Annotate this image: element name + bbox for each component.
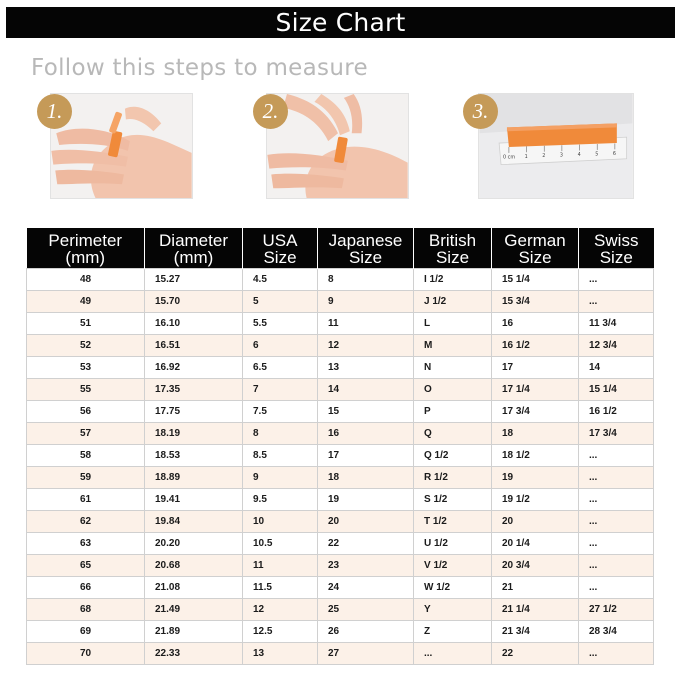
cell-perimeter: 69	[27, 621, 145, 643]
cell-usa-size: 8	[243, 423, 318, 445]
cell-diameter: 18.53	[145, 445, 243, 467]
cell-japanese-size: 14	[318, 379, 414, 401]
cell-japanese-size: 15	[318, 401, 414, 423]
cell-perimeter: 56	[27, 401, 145, 423]
ruler-illustration	[479, 94, 633, 198]
cell-british-size: P	[414, 401, 492, 423]
cell-diameter: 17.75	[145, 401, 243, 423]
page-title: Size Chart	[275, 8, 406, 37]
cell-usa-size: 12.5	[243, 621, 318, 643]
ruler-tick-label: 3	[559, 152, 564, 159]
table-row	[27, 291, 654, 313]
cell-perimeter: 58	[27, 445, 145, 467]
cell-japanese-size: 27	[318, 643, 414, 665]
cell-swiss-size: 27 1/2	[579, 599, 654, 621]
cell-diameter: 16.92	[145, 357, 243, 379]
cell-diameter: 20.68	[145, 555, 243, 577]
cell-diameter: 18.89	[145, 467, 243, 489]
cell-japanese-size: 16	[318, 423, 414, 445]
cell-diameter: 15.27	[145, 269, 243, 291]
cell-german-size: 16 1/2	[492, 335, 579, 357]
cell-perimeter: 51	[27, 313, 145, 335]
cell-japanese-size: 13	[318, 357, 414, 379]
cell-usa-size: 5	[243, 291, 318, 313]
table-row	[27, 423, 654, 445]
cell-british-size: N	[414, 357, 492, 379]
header-usa-size: USA Size	[243, 228, 318, 269]
cell-usa-size: 6	[243, 335, 318, 357]
cell-british-size: Q 1/2	[414, 445, 492, 467]
title-bar	[6, 7, 675, 38]
cell-usa-size: 9	[243, 467, 318, 489]
cell-german-size: 15 3/4	[492, 291, 579, 313]
cell-german-size: 16	[492, 313, 579, 335]
header-british-size: British Size	[414, 228, 492, 269]
cell-perimeter: 70	[27, 643, 145, 665]
cell-british-size: ...	[414, 643, 492, 665]
cell-british-size: Y	[414, 599, 492, 621]
table-row	[27, 533, 654, 555]
table-row	[27, 269, 654, 291]
cell-perimeter: 66	[27, 577, 145, 599]
cell-diameter: 19.41	[145, 489, 243, 511]
step-3	[463, 93, 619, 199]
cell-british-size: M	[414, 335, 492, 357]
cell-diameter: 15.70	[145, 291, 243, 313]
step-3-photo	[478, 93, 634, 199]
cell-japanese-size: 22	[318, 533, 414, 555]
cell-japanese-size: 24	[318, 577, 414, 599]
table-body	[27, 269, 654, 665]
cell-german-size: 21 1/4	[492, 599, 579, 621]
step-2-badge: 2.	[253, 94, 288, 129]
table-row	[27, 621, 654, 643]
table-row	[27, 467, 654, 489]
table-row	[27, 401, 654, 423]
cell-diameter: 21.49	[145, 599, 243, 621]
cell-swiss-size: 15 1/4	[579, 379, 654, 401]
cell-perimeter: 57	[27, 423, 145, 445]
cell-swiss-size: ...	[579, 643, 654, 665]
cell-german-size: 15 1/4	[492, 269, 579, 291]
cell-german-size: 21 3/4	[492, 621, 579, 643]
table-row	[27, 335, 654, 357]
step-1-badge: 1.	[37, 94, 72, 129]
cell-british-size: S 1/2	[414, 489, 492, 511]
cell-usa-size: 4.5	[243, 269, 318, 291]
cell-usa-size: 11.5	[243, 577, 318, 599]
cell-perimeter: 48	[27, 269, 145, 291]
pen-mark-illustration	[267, 94, 408, 198]
cell-swiss-size: 17 3/4	[579, 423, 654, 445]
header-perimeter: Perimeter (mm)	[27, 228, 145, 269]
cell-diameter: 19.84	[145, 511, 243, 533]
cell-british-size: R 1/2	[414, 467, 492, 489]
cell-german-size: 20 3/4	[492, 555, 579, 577]
ruler-zero-label: 0 cm	[503, 154, 516, 161]
table-row	[27, 313, 654, 335]
cell-perimeter: 63	[27, 533, 145, 555]
cell-perimeter: 68	[27, 599, 145, 621]
header-diameter: Diameter (mm)	[145, 228, 243, 269]
cell-swiss-size: ...	[579, 467, 654, 489]
table-row	[27, 445, 654, 467]
cell-usa-size: 7.5	[243, 401, 318, 423]
ruler-tick-label: 4	[577, 152, 581, 159]
cell-perimeter: 49	[27, 291, 145, 313]
table-row	[27, 555, 654, 577]
cell-japanese-size: 25	[318, 599, 414, 621]
cell-diameter: 16.10	[145, 313, 243, 335]
cell-british-size: Q	[414, 423, 492, 445]
steps-heading: Follow this steps to measure	[31, 55, 368, 81]
cell-usa-size: 12	[243, 599, 318, 621]
cell-british-size: O	[414, 379, 492, 401]
cell-perimeter: 52	[27, 335, 145, 357]
cell-swiss-size: 11 3/4	[579, 313, 654, 335]
cell-japanese-size: 26	[318, 621, 414, 643]
cell-british-size: L	[414, 313, 492, 335]
cell-german-size: 21	[492, 577, 579, 599]
cell-british-size: I 1/2	[414, 269, 492, 291]
cell-usa-size: 11	[243, 555, 318, 577]
cell-swiss-size: ...	[579, 533, 654, 555]
cell-japanese-size: 12	[318, 335, 414, 357]
cell-diameter: 21.89	[145, 621, 243, 643]
cell-diameter: 17.35	[145, 379, 243, 401]
cell-diameter: 21.08	[145, 577, 243, 599]
cell-usa-size: 9.5	[243, 489, 318, 511]
cell-german-size: 20 1/4	[492, 533, 579, 555]
cell-german-size: 22	[492, 643, 579, 665]
cell-swiss-size: ...	[579, 555, 654, 577]
ruler-tick-label: 5	[595, 151, 599, 158]
ruler-tick-label: 2	[542, 153, 546, 160]
cell-british-size: V 1/2	[414, 555, 492, 577]
cell-swiss-size: 28 3/4	[579, 621, 654, 643]
cell-british-size: J 1/2	[414, 291, 492, 313]
cell-perimeter: 61	[27, 489, 145, 511]
hand-wrap-illustration	[51, 94, 192, 198]
cell-german-size: 18 1/2	[492, 445, 579, 467]
cell-swiss-size: 12 3/4	[579, 335, 654, 357]
cell-german-size: 19 1/2	[492, 489, 579, 511]
cell-japanese-size: 17	[318, 445, 414, 467]
cell-german-size: 17 3/4	[492, 401, 579, 423]
cell-diameter: 20.20	[145, 533, 243, 555]
cell-swiss-size: ...	[579, 291, 654, 313]
cell-japanese-size: 23	[318, 555, 414, 577]
cell-swiss-size: ...	[579, 511, 654, 533]
cell-perimeter: 53	[27, 357, 145, 379]
cell-usa-size: 7	[243, 379, 318, 401]
ruler-tick-label: 6	[612, 150, 617, 157]
step-1	[37, 93, 193, 199]
cell-swiss-size: ...	[579, 489, 654, 511]
table-header-row	[27, 228, 654, 269]
cell-usa-size: 10.5	[243, 533, 318, 555]
cell-usa-size: 10	[243, 511, 318, 533]
table-row	[27, 489, 654, 511]
cell-usa-size: 6.5	[243, 357, 318, 379]
cell-german-size: 20	[492, 511, 579, 533]
table-row	[27, 379, 654, 401]
cell-german-size: 18	[492, 423, 579, 445]
cell-japanese-size: 11	[318, 313, 414, 335]
cell-japanese-size: 8	[318, 269, 414, 291]
cell-perimeter: 55	[27, 379, 145, 401]
step-3-badge: 3.	[463, 94, 498, 129]
table-row	[27, 357, 654, 379]
cell-japanese-size: 18	[318, 467, 414, 489]
cell-diameter: 16.51	[145, 335, 243, 357]
cell-swiss-size: ...	[579, 269, 654, 291]
cell-british-size: T 1/2	[414, 511, 492, 533]
table-row	[27, 577, 654, 599]
cell-usa-size: 8.5	[243, 445, 318, 467]
ruler-tick-label: 1	[524, 153, 528, 160]
header-swiss-size: Swiss Size	[579, 228, 654, 269]
cell-perimeter: 62	[27, 511, 145, 533]
header-japanese-size: Japanese Size	[318, 228, 414, 269]
cell-british-size: U 1/2	[414, 533, 492, 555]
cell-swiss-size: 14	[579, 357, 654, 379]
cell-japanese-size: 19	[318, 489, 414, 511]
cell-perimeter: 59	[27, 467, 145, 489]
cell-usa-size: 13	[243, 643, 318, 665]
cell-japanese-size: 20	[318, 511, 414, 533]
cell-british-size: Z	[414, 621, 492, 643]
cell-diameter: 22.33	[145, 643, 243, 665]
cell-swiss-size: 16 1/2	[579, 401, 654, 423]
cell-british-size: W 1/2	[414, 577, 492, 599]
table-row	[27, 599, 654, 621]
cell-japanese-size: 9	[318, 291, 414, 313]
ring-size-table	[26, 228, 654, 665]
header-german-size: German Size	[492, 228, 579, 269]
cell-perimeter: 65	[27, 555, 145, 577]
cell-german-size: 17 1/4	[492, 379, 579, 401]
table-row	[27, 643, 654, 665]
cell-diameter: 18.19	[145, 423, 243, 445]
cell-swiss-size: ...	[579, 445, 654, 467]
cell-swiss-size: ...	[579, 577, 654, 599]
step-2	[253, 93, 409, 199]
cell-usa-size: 5.5	[243, 313, 318, 335]
cell-german-size: 17	[492, 357, 579, 379]
table-row	[27, 511, 654, 533]
cell-german-size: 19	[492, 467, 579, 489]
